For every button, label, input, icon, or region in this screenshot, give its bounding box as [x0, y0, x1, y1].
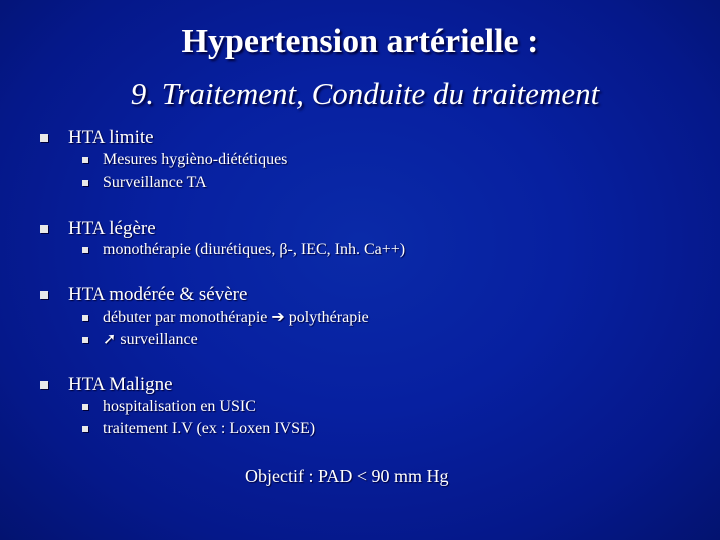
section-label: HTA légère [68, 218, 156, 239]
list-item [103, 330, 198, 350]
item-text: surveillance [116, 331, 198, 348]
slide-title: Hypertension artérielle : [181, 23, 539, 60]
square-bullet-icon [40, 225, 48, 233]
square-bullet-icon [82, 247, 88, 253]
slide-subtitle: 9. Traitement, Conduite du traitement [130, 76, 600, 111]
square-bullet-icon [82, 337, 88, 343]
square-bullet-icon [82, 426, 88, 432]
section-label: HTA Maligne [68, 374, 173, 395]
square-bullet-icon [40, 291, 48, 299]
square-bullet-icon [40, 381, 48, 389]
square-bullet-icon [82, 180, 88, 186]
list-item: Mesures hygièno-diététiques [103, 151, 288, 168]
list-item: monothérapie (diurétiques, β-, IEC, Inh. Ca++) [103, 241, 406, 258]
item-text: polythérapie [284, 309, 369, 326]
square-bullet-icon [40, 134, 48, 142]
section-label: HTA modérée & sévère [68, 284, 248, 305]
list-item: traitement I.V (ex : Loxen IVSE) [103, 420, 316, 437]
square-bullet-icon [82, 315, 88, 321]
list-item [103, 308, 369, 328]
list-item: Surveillance TA [103, 174, 207, 191]
list-item: hospitalisation en USIC [103, 398, 256, 415]
square-bullet-icon [82, 157, 88, 163]
objective-text: Objectif : PAD < 90 mm Hg [245, 466, 449, 486]
arrow-up-right-icon: ➚ [103, 331, 117, 348]
item-text: débuter par monothérapie [103, 309, 272, 326]
square-bullet-icon [82, 404, 88, 410]
section-label: HTA limite [68, 127, 154, 148]
arrow-right-icon: ➔ [271, 309, 285, 326]
